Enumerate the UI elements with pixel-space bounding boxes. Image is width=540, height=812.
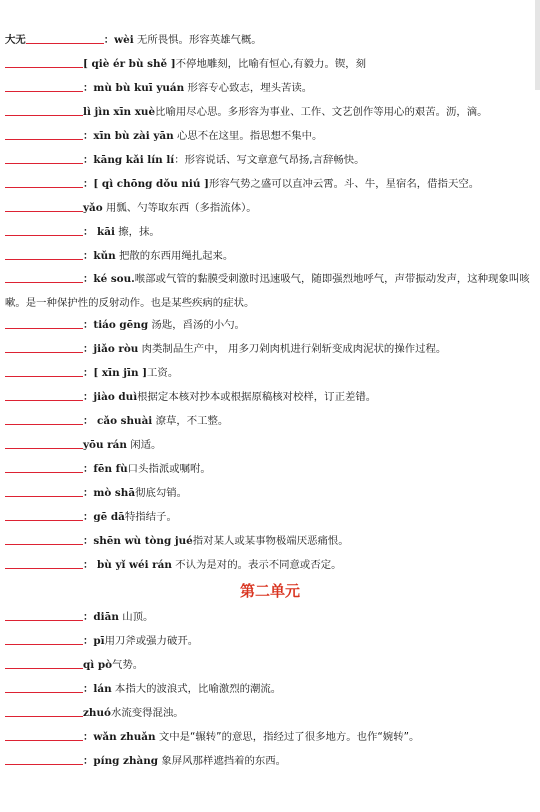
pinyin: ：kāng kǎi lín lí (83, 154, 175, 166)
blank-line (5, 557, 83, 569)
vocab-item (5, 533, 534, 548)
definition: 潦草，不工整。 (152, 415, 229, 427)
pinyin: ：gē dā (83, 511, 125, 523)
pinyin: qì pò (83, 659, 113, 671)
vocab-item (5, 705, 534, 720)
pinyin: ：xīn bù zài yān (83, 130, 174, 142)
vocab-item (5, 557, 534, 572)
pinyin: ：jiào duì (83, 391, 138, 403)
vocab-item (5, 729, 534, 744)
definition: 无所畏惧。形容英雄气概。 (133, 34, 262, 46)
pinyin: ：fēn fù (83, 463, 128, 475)
pinyin: ：tiáo gēng (83, 319, 149, 331)
definition: 闲适。 (126, 439, 162, 451)
blank-line (5, 729, 83, 741)
definition: 擦，抹。 (114, 226, 160, 238)
blank-line (5, 437, 83, 449)
vocab-item (5, 437, 534, 452)
definition: 形容专心致志，埋头苦读。 (184, 82, 313, 94)
definition: 指对某人或某事物极端厌恶痛恨。 (192, 535, 349, 547)
pinyin: ：kǔn (83, 250, 116, 262)
blank-line (5, 461, 83, 473)
blank-line (5, 56, 83, 68)
definition: 肉类制品生产中， 用多刀剁肉机进行剁斩变成肉泥状的操作过程。 (138, 343, 447, 355)
pinyin: ：mò shā (83, 487, 136, 499)
blank-line (5, 152, 83, 164)
vocab-item (5, 509, 534, 524)
definition: 本指大的波浪式，比喻激烈的潮流。 (111, 683, 282, 695)
blank-line (5, 609, 83, 621)
pinyin: ：lán (83, 683, 112, 695)
unit-heading: 第二单元 (239, 582, 300, 600)
pinyin: ：wèi (103, 34, 134, 46)
blank-line (5, 224, 83, 236)
vocab-item (5, 200, 534, 215)
vocab-item (5, 461, 534, 476)
vocab-item (5, 317, 534, 332)
pinyin: ：jiǎo ròu (83, 343, 139, 355)
definition: ：形容说话、写文章意气昂扬,言辞畅快。 (174, 154, 365, 166)
definition: 文中是“辗转”的意思，指经过了很多地方。也作“婉转”。 (155, 731, 420, 743)
pinyin: ：[ xīn jīn ] (83, 367, 148, 379)
blank-line (5, 509, 83, 521)
blank-line (5, 104, 83, 116)
definition: 特指结子。 (124, 511, 177, 523)
word-prefix: 大无 (5, 34, 26, 46)
vocab-item (5, 32, 534, 47)
blank-line (5, 389, 83, 401)
vocab-item (5, 609, 534, 624)
definition: 把散的东西用绳扎起来。 (115, 250, 234, 262)
blank-line (5, 128, 83, 140)
definition: 水流变得混浊。 (110, 707, 184, 719)
definition: 比喻用尽心思。多形容为事业、工作、文艺创作等用心的艰苦。沥，滴。 (155, 106, 488, 118)
blank-line (5, 681, 83, 693)
pinyin: ：píng zhàng (83, 755, 159, 767)
blank-line (5, 633, 83, 645)
pinyin: yǎo (83, 202, 103, 214)
pinyin: ：diān (83, 611, 119, 623)
definition: 不停地雕刻，比喻有恒心,有毅力。锲，刻 (175, 58, 367, 70)
vocab-item (5, 224, 534, 239)
pinyin: ：ké sou. (83, 273, 135, 285)
pinyin: ： bù yǐ wéi rán (83, 559, 172, 571)
vocab-item (5, 413, 534, 428)
definition: 象屏风那样遮挡着的东西。 (158, 755, 287, 767)
vocab-item (5, 365, 534, 380)
vocab-item (5, 104, 534, 119)
vocab-item (5, 341, 534, 356)
vocab-item (5, 176, 534, 191)
definition: 口头指派或嘱咐。 (127, 463, 211, 475)
vocab-item (5, 128, 534, 143)
vocab-item (5, 56, 534, 71)
scrollbar[interactable] (535, 0, 540, 90)
definition: 形容气势之盛可以直冲云霄。斗、牛，星宿名，借指天空。 (208, 178, 480, 190)
pinyin: ：wǎn zhuǎn (83, 731, 156, 743)
pinyin: lì jìn xīn xuè (83, 106, 156, 118)
vocab-item (5, 753, 534, 768)
pinyin: yōu rán (83, 439, 127, 451)
blank-line (5, 365, 83, 377)
pinyin: ：mù bù kuī yuán (83, 82, 185, 94)
blank-line (5, 657, 83, 669)
definition: 心思不在这里。指思想不集中。 (173, 130, 323, 142)
vocab-item (5, 485, 534, 500)
vocab-item (5, 389, 534, 404)
blank-line (5, 533, 83, 545)
vocab-item (5, 681, 534, 696)
pinyin: ：shēn wù tòng jué (83, 535, 193, 547)
pinyin: [ qiè ér bù shě ] (83, 58, 176, 70)
definition: 山顶。 (118, 611, 154, 623)
vocab-item (5, 633, 534, 648)
blank-line (5, 413, 83, 425)
blank-line (5, 200, 83, 212)
definition: 用瓢、勺等取东西（多指流体）。 (102, 202, 257, 214)
pinyin: ：[ qì chōng dǒu niú ] (83, 178, 209, 190)
definition: 彻底勾销。 (135, 487, 188, 499)
definition: 用刀斧或强力破开。 (104, 635, 199, 647)
pinyin: ：pī (83, 635, 105, 647)
vocab-item (5, 267, 534, 315)
definition: 不认为是对的。表示不同意或否定。 (171, 559, 342, 571)
blank-line (5, 753, 83, 765)
pinyin: ： cǎo shuài (83, 415, 153, 427)
blank-line (5, 317, 83, 329)
vocab-item (5, 248, 534, 263)
vocab-item (5, 657, 534, 672)
blank-line (5, 705, 83, 717)
definition: 根据定本核对抄本或根据原稿核对校样，订正差错。 (137, 391, 377, 403)
definition: 喉部或气管的黏膜受刺激时迅速吸气，随即强烈地呼气，声带振动发声，这种现象叫咳嗽。是一种保护性的反射动作。也是某些疾病的症状。 (5, 273, 530, 309)
blank-line (5, 271, 83, 283)
pinyin: zhuó (83, 707, 111, 719)
vocab-item (5, 152, 534, 167)
definition: 气势。 (112, 659, 144, 671)
blank-line (5, 248, 83, 260)
definition: 工资。 (147, 367, 179, 379)
blank-line (5, 80, 83, 92)
pinyin: ： kāi (83, 226, 115, 238)
vocab-item (5, 80, 534, 95)
definition: 汤匙，舀汤的小勺。 (148, 319, 245, 331)
blank-line (5, 176, 83, 188)
blank-line (5, 485, 83, 497)
blank-line (5, 341, 83, 353)
blank-line (26, 32, 104, 44)
